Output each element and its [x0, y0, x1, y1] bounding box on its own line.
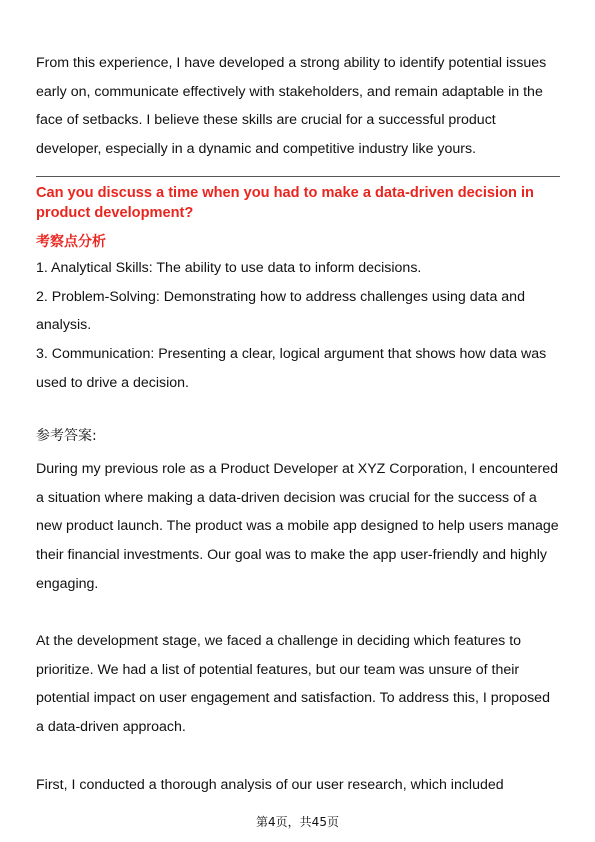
page-footer: [0, 814, 595, 830]
answer-title: 参考答案:: [36, 428, 97, 444]
analysis-point: 2. Problem-Solving: Demonstrating how to address challenges using data and analysis.: [36, 288, 525, 334]
analysis-point: 3. Communication: Presenting a clear, logical argument that shows how data was used to drive a decision.: [36, 346, 547, 391]
answer-paragraph: During my previous role as a Product Developer at XYZ Corporation, I encountered a situation where making a data-driven decision was crucial for the success of a new product launch. The product was a mobile app designed to help users manage their financial investments. Our goal was to make the app user-friendly and highly engaging.: [36, 461, 559, 592]
intro-paragraph: From this experience, I have developed a strong ability to identify potential issues early on, communicate effectively with stakeholders, and remain adaptable in the face of setbacks. I believe these skills are crucial for a successful product developer, especially in a dynamic and competitive industry like yours.: [36, 55, 547, 158]
answer-paragraph: First, I conducted a thorough analysis of our user research, which included: [36, 777, 504, 793]
section-divider: [36, 176, 560, 177]
analysis-points-list: [36, 254, 560, 398]
page-number-label: 第4页，共45页: [256, 815, 339, 829]
analysis-title: 考察点分析: [36, 234, 106, 250]
interview-question: Can you discuss a time when you had to make a data-driven decision in product development?: [36, 185, 534, 221]
answer-paragraph: At the development stage, we faced a challenge in deciding which features to prioritize. We had a list of potential features, but our team was unsure of their potential impact on user engagement and satisfaction. To address this, I proposed a data-driven approach.: [36, 633, 550, 736]
analysis-point: 1. Analytical Skills: The ability to use data to inform decisions.: [36, 260, 422, 276]
